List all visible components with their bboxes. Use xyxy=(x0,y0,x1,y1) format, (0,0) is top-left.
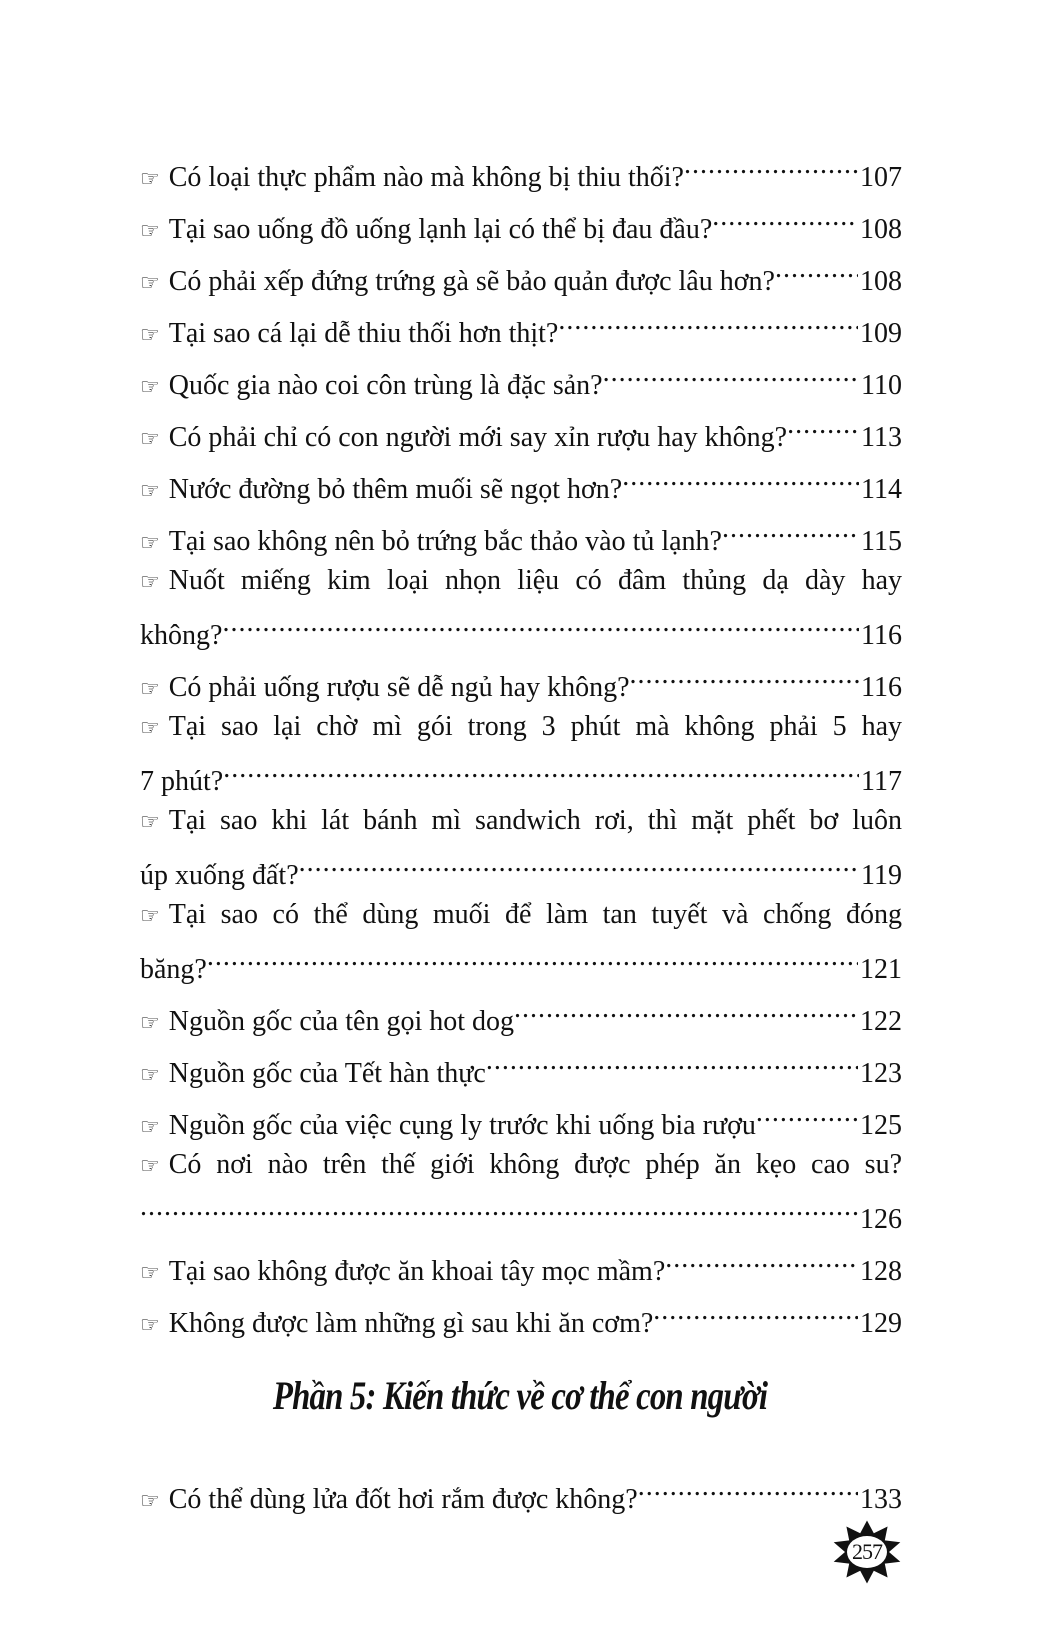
toc-entry-line xyxy=(140,1290,902,1339)
pointing-hand-icon: ☞ xyxy=(140,479,160,504)
toc-page-number: 121 xyxy=(860,954,902,985)
toc-entry-line xyxy=(140,800,902,842)
toc-entry-line xyxy=(140,404,902,453)
toc-entry-line xyxy=(140,196,902,245)
pointing-hand-icon: ☞ xyxy=(140,323,160,348)
toc-entry-title: Có loại thực phẩm nào mà không bị thiu thối? xyxy=(168,162,684,193)
toc-entry-title: Có nơi nào trên thế giới không được phép ăn kẹo cao su? xyxy=(168,1149,902,1180)
toc-page-number: 133 xyxy=(860,1484,902,1515)
toc-entry xyxy=(140,300,902,349)
dot-leader xyxy=(665,1238,858,1280)
toc-entry-title: Nguồn gốc của tên gọi hot dog xyxy=(168,1006,515,1037)
toc-page-number: 109 xyxy=(860,318,902,349)
pointing-hand-icon: ☞ xyxy=(140,375,160,400)
toc-entry-title: Nước đường bỏ thêm muối sẽ ngọt hơn? xyxy=(168,474,623,505)
pointing-hand-icon: ☞ xyxy=(140,1261,160,1286)
toc-entry xyxy=(140,800,902,891)
toc-entry-title: băng? xyxy=(140,954,207,985)
dot-leader xyxy=(558,300,858,342)
toc-entry xyxy=(140,352,902,401)
pointing-hand-icon: ☞ xyxy=(140,1011,160,1036)
toc-entry-line xyxy=(140,560,902,602)
dot-leader xyxy=(222,602,859,644)
pointing-hand-icon: ☞ xyxy=(140,1115,160,1140)
toc-page-number: 107 xyxy=(860,162,902,193)
toc-entry-line xyxy=(140,602,902,651)
pointing-hand-icon: ☞ xyxy=(140,677,160,702)
dot-leader xyxy=(223,748,859,790)
toc-entry-line xyxy=(140,144,902,193)
toc-entry xyxy=(140,1238,902,1287)
toc-entry xyxy=(140,894,902,985)
toc-entry-line xyxy=(140,654,902,703)
pointing-hand-icon: ☞ xyxy=(140,1489,160,1514)
toc-page-number: 122 xyxy=(860,1006,902,1037)
dot-leader xyxy=(603,352,859,394)
toc-entry-title: Có phải xếp đứng trứng gà sẽ bảo quản được lâu hơn? xyxy=(168,266,775,297)
dot-leader xyxy=(140,1186,858,1228)
toc-entry xyxy=(140,248,902,297)
dot-leader xyxy=(486,1040,858,1082)
pointing-hand-icon: ☞ xyxy=(140,1313,160,1338)
pointing-hand-icon: ☞ xyxy=(140,810,160,835)
toc-page-number: 108 xyxy=(860,214,902,245)
toc-entry-line xyxy=(140,988,902,1037)
toc-entry xyxy=(140,1144,902,1235)
toc-entry-line xyxy=(140,706,902,748)
dot-leader xyxy=(207,936,858,978)
toc-page-number: 125 xyxy=(860,1110,902,1141)
toc-entry-title: Nuốt miếng kim loại nhọn liệu có đâm thủng dạ dày hay xyxy=(168,565,902,596)
toc-entry xyxy=(140,1290,902,1339)
toc-page-number: 119 xyxy=(861,860,902,891)
pointing-hand-icon: ☞ xyxy=(140,716,160,741)
pointing-hand-icon: ☞ xyxy=(140,531,160,556)
toc-entry-line xyxy=(140,456,902,505)
toc-entry xyxy=(140,1092,902,1141)
dot-leader xyxy=(756,1092,858,1134)
pointing-hand-icon: ☞ xyxy=(140,904,160,929)
toc-entry xyxy=(140,144,902,193)
toc-entry-title: Nguồn gốc của việc cụng ly trước khi uống bia rượu xyxy=(168,1110,756,1141)
toc-page-number: 115 xyxy=(861,526,902,557)
toc-entry-title: Quốc gia nào coi côn trùng là đặc sản? xyxy=(168,370,603,401)
toc-entry-title: Tại sao không nên bỏ trứng bắc thảo vào tủ lạnh? xyxy=(168,526,722,557)
toc-entry-line xyxy=(140,1466,902,1515)
toc-entry xyxy=(140,988,902,1037)
toc-entry-line xyxy=(140,508,902,557)
dot-leader xyxy=(684,144,858,186)
toc-entry-line xyxy=(140,300,902,349)
dot-leader xyxy=(622,456,859,498)
pointing-hand-icon: ☞ xyxy=(140,1063,160,1088)
dot-leader xyxy=(653,1290,858,1332)
toc-entry-line xyxy=(140,894,902,936)
toc-entry-line xyxy=(140,748,902,797)
toc-entry xyxy=(140,654,902,703)
toc-entry xyxy=(140,456,902,505)
pointing-hand-icon: ☞ xyxy=(140,1154,160,1179)
toc-entry-line xyxy=(140,352,902,401)
toc-entry-title: Tại sao cá lại dễ thiu thối hơn thịt? xyxy=(168,318,559,349)
toc-entry-line xyxy=(140,1238,902,1287)
toc-entry-title: Tại sao không được ăn khoai tây mọc mầm? xyxy=(168,1256,666,1287)
toc-entry xyxy=(140,560,902,651)
toc-page-number: 128 xyxy=(860,1256,902,1287)
toc-entry-title: Tại sao lại chờ mì gói trong 3 phút mà không phải 5 hay xyxy=(168,711,902,742)
toc-entry-line xyxy=(140,1144,902,1186)
toc-page-number: 110 xyxy=(861,370,902,401)
pointing-hand-icon: ☞ xyxy=(140,219,160,244)
toc-page-number: 116 xyxy=(861,672,902,703)
toc-entry xyxy=(140,706,902,797)
toc-entry-title: Có phải uống rượu sẽ dễ ngủ hay không? xyxy=(168,672,630,703)
toc-entry xyxy=(140,1040,902,1089)
toc-entry-line xyxy=(140,1040,902,1089)
toc-entry-line xyxy=(140,248,902,297)
page-number-badge xyxy=(832,1517,902,1587)
dot-leader xyxy=(630,654,860,696)
toc-page-number: 129 xyxy=(860,1308,902,1339)
section-5-entries xyxy=(140,1466,902,1518)
toc-page-number: 123 xyxy=(860,1058,902,1089)
toc-entry-title: Có phải chỉ có con người mới say xỉn rượu hay không? xyxy=(168,422,788,453)
toc-page-number: 126 xyxy=(860,1204,902,1235)
pointing-hand-icon: ☞ xyxy=(140,167,160,192)
table-of-contents xyxy=(140,144,902,1342)
toc-entry-title: Có thể dùng lửa đốt hơi rắm được không? xyxy=(168,1484,638,1515)
toc-entry-title: Nguồn gốc của Tết hàn thực xyxy=(168,1058,486,1089)
toc-entry-title: Tại sao uống đồ uống lạnh lại có thể bị đau đầu? xyxy=(168,214,713,245)
toc-entry-title: Không được làm những gì sau khi ăn cơm? xyxy=(168,1308,654,1339)
toc-entry-line xyxy=(140,1092,902,1141)
section-heading: Phần 5: Kiến thức về cơ thể con người xyxy=(272,1373,768,1418)
toc-page-number: 108 xyxy=(860,266,902,297)
toc-entry-title: 7 phút? xyxy=(140,766,224,797)
pointing-hand-icon: ☞ xyxy=(140,570,160,595)
toc-page-number: 113 xyxy=(861,422,902,453)
toc-entry-title: không? xyxy=(140,620,223,651)
toc-entry-title: Tại sao khi lát bánh mì sandwich rơi, thì mặt phết bơ luôn xyxy=(168,805,902,836)
dot-leader xyxy=(514,988,858,1030)
dot-leader xyxy=(722,508,859,550)
toc-entry-line xyxy=(140,842,902,891)
toc-page-number: 117 xyxy=(861,766,902,797)
toc-entry xyxy=(140,404,902,453)
toc-entry-title: Tại sao có thể dùng muối để làm tan tuyết và chống đóng xyxy=(168,899,902,930)
toc-entry xyxy=(140,508,902,557)
toc-entry xyxy=(140,1466,902,1515)
toc-page-number: 114 xyxy=(861,474,902,505)
pointing-hand-icon: ☞ xyxy=(140,271,160,296)
toc-entry xyxy=(140,196,902,245)
dot-leader xyxy=(775,248,858,290)
toc-entry-title: úp xuống đất? xyxy=(140,860,299,891)
pointing-hand-icon: ☞ xyxy=(140,427,160,452)
toc-page-number: 116 xyxy=(861,620,902,651)
dot-leader xyxy=(712,196,858,238)
dot-leader xyxy=(299,842,859,884)
toc-entry-line xyxy=(140,936,902,985)
dot-leader xyxy=(638,1466,858,1508)
dot-leader xyxy=(787,404,859,446)
toc-entry-line xyxy=(140,1186,902,1235)
page-number: 257 xyxy=(852,1539,882,1564)
